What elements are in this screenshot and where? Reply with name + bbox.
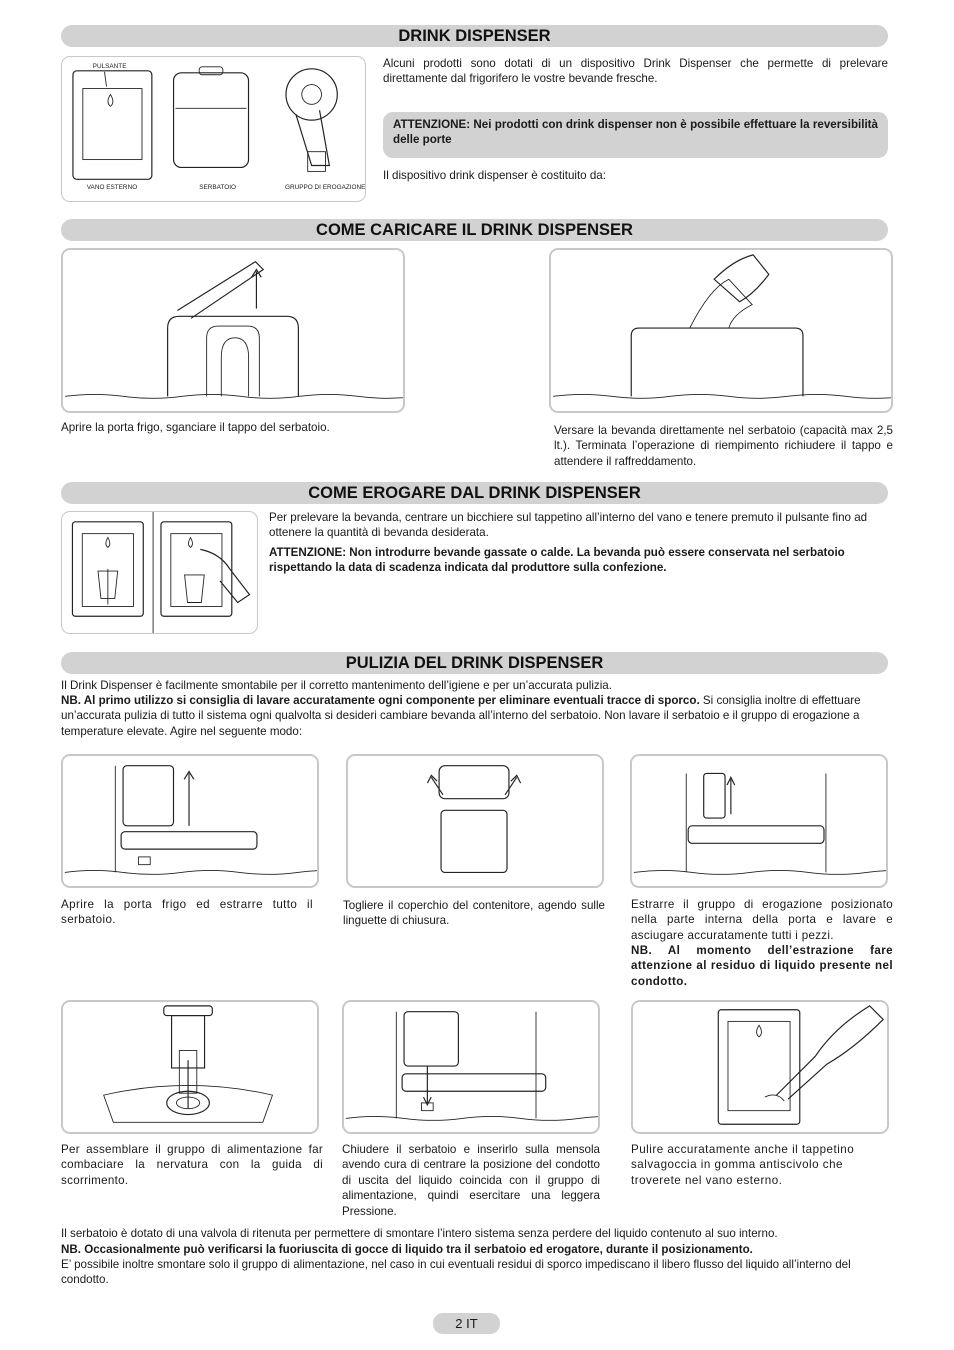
erogare-warning: ATTENZIONE: Non introdurre bevande gassate o calde. La bevanda può essere conservata nel serbatoio rispettando la data di scadenza indicata dal produttore sulla confezione. — [269, 546, 845, 575]
pulizia-illustration-1 — [61, 754, 319, 888]
remove-lid-drawing — [348, 756, 602, 886]
pulizia-illustration-2 — [346, 754, 604, 888]
insert-tank-drawing — [344, 1002, 598, 1132]
pour-drink-drawing — [551, 250, 891, 411]
pulizia-step-3: Estrarre il gruppo di erogazione posizionato nella parte interna della porta e lavare e asciugare accuratamente tutti i pezzi. — [631, 898, 893, 942]
extract-group-drawing — [632, 756, 886, 886]
caricare-step-1: Aprire la porta frigo, sganciare il tappo del serbatoio. — [61, 421, 330, 434]
pulizia-step-6: Pulire accuratamente anche il tappetino salvagoccia in gomma antiscivolo che troverete nel vano esterno. — [631, 1143, 855, 1187]
label-vano-esterno: VANO ESTERNO — [86, 184, 138, 192]
warning-box: ATTENZIONE: Nei prodotti con drink dispenser non è possibile effettuare la reversibilità delle porte — [383, 112, 888, 158]
pulizia-step-3-nb: NB. Al momento dell’estrazione fare attenzione al residuo di liquido presente nel condotto. — [631, 944, 893, 988]
pulizia-footer-1: Il serbatoio è dotato di una valvola di ritenuta per permettere di smontare l’intero sistema senza perdere del liquido contenuto al suo interno. — [61, 1227, 778, 1240]
erogare-illustration — [61, 511, 258, 634]
dispense-glass-drawing — [62, 512, 257, 633]
pulizia-footer-2: E’ possibile inoltre smontare solo il gruppo di alimentazione, nel caso in cui eventuali residui di sporco impediscano il libero flusso del liquido all’interno del condotto. — [61, 1258, 851, 1287]
section-title-drink-dispenser: DRINK DISPENSER — [61, 25, 888, 47]
components-text: Il dispositivo drink dispenser è costituito da: — [383, 169, 606, 182]
components-drawing — [62, 57, 365, 201]
pulizia-intro-2 — [61, 693, 891, 739]
label-serbatoio: SERBATOIO — [199, 184, 236, 192]
pulizia-step-4: Per assemblare il gruppo di alimentazione far combaciare la nervatura con la guida di scorrimento. — [61, 1143, 323, 1187]
assemble-group-drawing — [63, 1002, 317, 1132]
extract-tank-drawing — [63, 756, 317, 886]
section-title-erogare: COME EROGARE DAL DRINK DISPENSER — [61, 482, 888, 504]
pulizia-illustration-3 — [630, 754, 888, 888]
pulizia-intro-nb: NB. Al primo utilizzo si consiglia di lavare accuratamente ogni componente per eliminare eventuali tracce di sporco. — [61, 694, 700, 707]
caricare-step-2: Versare la bevanda direttamente nel serbatoio (capacità max 2,5 lt.). Terminata l’operazione di riempimento richiudere il tappo e attendere il raffreddamento. — [554, 424, 893, 468]
pulizia-illustration-4 — [61, 1000, 319, 1134]
page-number: 2 IT — [433, 1313, 500, 1334]
label-pulsante: PULSANTE — [92, 62, 127, 70]
open-cap-drawing — [63, 250, 403, 411]
pulizia-step-1: Aprire la porta frigo ed estrarre tutto il serbatoio. — [61, 898, 313, 927]
section-title-pulizia: PULIZIA DEL DRINK DISPENSER — [61, 652, 888, 674]
pulizia-step-5: Chiudere il serbatoio e inserirlo sulla mensola avendo cura di centrare la posizione del condotto di uscita del liquido coincida con il gruppo di alimentazione, quindi esercitare una leggera Pressione. — [342, 1143, 600, 1218]
components-illustration — [61, 56, 366, 202]
pulizia-intro-1: Il Drink Dispenser è facilmente smontabile per il corretto mantenimento dell’igiene e per un’accurata pulizia. — [61, 679, 612, 692]
label-gruppo: GRUPPO DI EROGAZIONE — [285, 184, 365, 192]
pulizia-illustration-6 — [631, 1000, 889, 1134]
pulizia-step-2: Togliere il coperchio del contenitore, agendo sulle linguette di chiusura. — [343, 899, 605, 928]
caricare-illustration-1 — [61, 248, 405, 413]
pulizia-footer-nb: NB. Occasionalmente può verificarsi la fuoriuscita di gocce di liquido tra il serbatoio ed erogatore, durante il posizionamento. — [61, 1243, 753, 1256]
intro-text: Alcuni prodotti sono dotati di un dispositivo Drink Dispenser che permette di prelevare direttamente dal frigorifero le vostre bevande fresche. — [383, 57, 888, 86]
clean-mat-drawing — [633, 1002, 887, 1132]
section-title-caricare: COME CARICARE IL DRINK DISPENSER — [61, 219, 888, 241]
caricare-illustration-2 — [549, 248, 893, 413]
pulizia-illustration-5 — [342, 1000, 600, 1134]
erogare-text: Per prelevare la bevanda, centrare un bicchiere sul tappetino all’interno del vano e tenere premuto il pulsante fino ad ottenere la quantità di bevanda desiderata. — [269, 511, 868, 540]
pulizia-intro-rest: Si consiglia inoltre di effettuare un’accurata pulizia di tutto il sistema ogni qualvolta si desideri cambiare bevanda all’interno del serbatoio. Non lavare il serbatoio e il gruppo di erogazione a temperature elevate. Agire nel seguente modo: — [61, 694, 861, 738]
